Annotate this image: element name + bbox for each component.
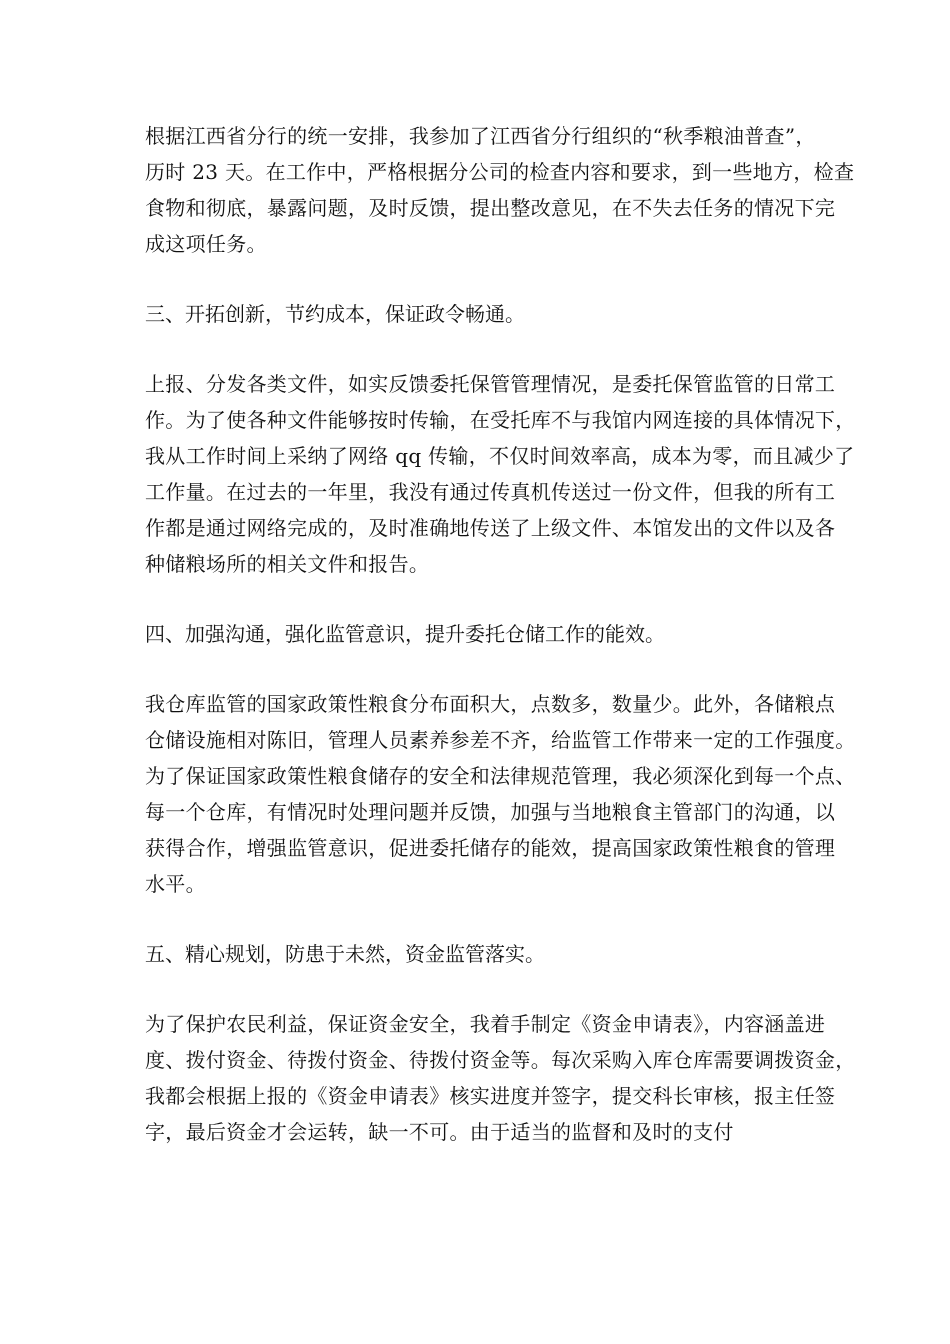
text-line: 作都是通过网络完成的，及时准确地传送了上级文件、本馆发出的文件以及各 bbox=[145, 516, 836, 540]
text-line: 成这项任务。 bbox=[145, 232, 267, 256]
text-line: 我从工作时间上采纳了网络 qq 传输，不仅时间效率高，成本为零，而且减少了 bbox=[145, 444, 855, 468]
paragraph-supervision bbox=[145, 686, 856, 902]
text-line: 获得合作，增强监管意识，促进委托储存的能效，提高国家政策性粮食的管理 bbox=[145, 836, 836, 860]
text-line: 作。为了使各种文件能够按时传输，在受托库不与我馆内网连接的具体情况下， bbox=[145, 408, 856, 432]
paragraph-funds bbox=[145, 1006, 856, 1150]
section-heading-3: 三、开拓创新，节约成本，保证政令畅通。 bbox=[145, 302, 525, 326]
text-line: 种储粮场所的相关文件和报告。 bbox=[145, 552, 430, 576]
section-heading-4: 四、加强沟通，强化监管意识，提升委托仓储工作的能效。 bbox=[145, 622, 665, 646]
section-heading-5: 五、精心规划，防患于未然，资金监管落实。 bbox=[145, 942, 545, 966]
text-line: 上报、分发各类文件，如实反馈委托保管管理情况，是委托保管监管的日常工 bbox=[145, 372, 836, 396]
text-line: 历时 23 天。在工作中，严格根据分公司的检查内容和要求，到一些地方，检查 bbox=[145, 160, 855, 184]
text-line: 根据江西省分行的统一安排，我参加了江西省分行组织的“秋季粮油普查”， bbox=[145, 124, 816, 148]
text-line: 为了保护农民利益，保证资金安全，我着手制定《资金申请表》，内容涵盖进 bbox=[145, 1012, 826, 1036]
text-line: 每一个仓库，有情况时处理问题并反馈，加强与当地粮食主管部门的沟通，以 bbox=[145, 800, 836, 824]
text-line: 仓储设施相对陈旧，管理人员素养参差不齐，给监管工作带来一定的工作强度。 bbox=[145, 728, 856, 752]
text-line: 为了保证国家政策性粮食储存的安全和法律规范管理，我必须深化到每一个点、 bbox=[145, 764, 856, 788]
text-line: 工作量。在过去的一年里，我没有通过传真机传送过一份文件，但我的所有工 bbox=[145, 480, 836, 504]
text-line: 字，最后资金才会运转，缺一不可。由于适当的监督和及时的支付 bbox=[145, 1120, 734, 1144]
paragraph-file-transmission bbox=[145, 366, 856, 582]
text-line: 我仓库监管的国家政策性粮食分布面积大，点数多，数量少。此外，各储粮点 bbox=[145, 692, 836, 716]
text-line: 水平。 bbox=[145, 872, 206, 896]
text-line: 度、拨付资金、待拨付资金、待拨付资金等。每次采购入库仓库需要调拨资金， bbox=[145, 1048, 856, 1072]
text-line: 食物和彻底，暴露问题，及时反馈，提出整改意见，在不失去任务的情况下完 bbox=[145, 196, 836, 220]
text-line: 我都会根据上报的《资金申请表》核实进度并签字，提交科长审核，报主任签 bbox=[145, 1084, 836, 1108]
paragraph-inspection bbox=[145, 118, 855, 262]
document-body bbox=[145, 118, 856, 1184]
